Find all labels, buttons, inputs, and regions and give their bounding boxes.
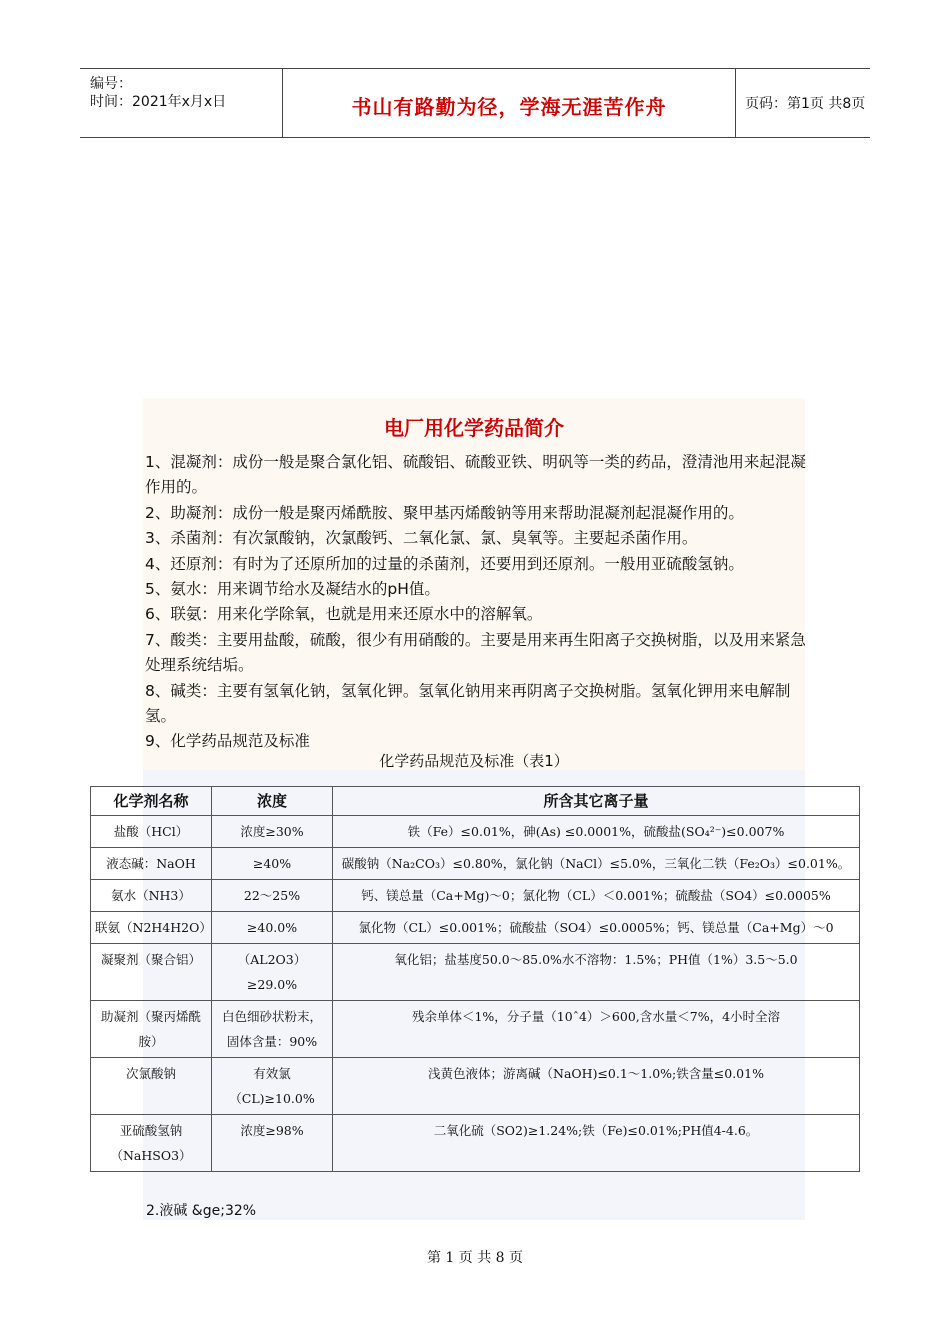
spec-table bbox=[90, 786, 860, 1172]
table-header-row bbox=[91, 787, 860, 816]
page-header bbox=[80, 68, 870, 138]
table-cell: 液态碱：NaOH bbox=[91, 848, 212, 880]
table-cell: 碳酸钠（Na₂CO₃）≤0.80%，氯化钠（NaCl）≤5.0%，三氧化二铁（Fe₂O₃）≤0.01%。 bbox=[333, 848, 860, 880]
page-footer: 第 1 页 共 8 页 bbox=[426, 1250, 524, 1266]
table-cell: 22～25% bbox=[212, 880, 333, 912]
header-meta-cell bbox=[80, 69, 282, 137]
table-caption: 化学药品规范及标准（表1） bbox=[379, 752, 569, 770]
column-header: 所含其它离子量 bbox=[333, 787, 860, 816]
chemical-list bbox=[145, 450, 807, 755]
list-item: 2、助凝剂：成份一般是聚丙烯酰胺、聚甲基丙烯酸钠等用来帮助混凝剂起混凝作用的。 bbox=[145, 503, 744, 522]
table-cell: 助凝剂（聚丙烯酰胺） bbox=[91, 1001, 212, 1058]
column-header: 浓度 bbox=[212, 787, 333, 816]
list-item: 4、还原剂：有时为了还原所加的过量的杀菌剂，还要用到还原剂。一般用亚硫酸氢钠。 bbox=[145, 554, 744, 573]
list-item: 3、杀菌剂：有次氯酸钠，次氯酸钙、二氧化氯、氯、臭氧等。主要起杀菌作用。 bbox=[145, 529, 698, 548]
table-row bbox=[91, 816, 860, 848]
table-row bbox=[91, 848, 860, 880]
header-motto: 书山有路勤为径，学海无涯苦作舟 bbox=[351, 95, 667, 119]
table-cell: ≥40.0% bbox=[212, 912, 333, 944]
document-number-label: 编号： bbox=[90, 76, 132, 92]
list-item: 7、酸类：主要用盐酸，硫酸，很少有用硝酸的。主要是用来再生阳离子交换树脂，以及用来紧急处理系统结垢。 bbox=[145, 630, 806, 675]
table-cell: 残余单体＜1%，分子量（10ˆ4）＞600,含水量＜7%，4小时全溶 bbox=[333, 1001, 860, 1058]
header-page-info: 页码：第1页 共8页 bbox=[745, 96, 866, 112]
table-cell: 浓度≥98% bbox=[212, 1115, 333, 1172]
table-cell: 有效氯（CL)≥10.0% bbox=[212, 1058, 333, 1115]
table-row bbox=[91, 944, 860, 1001]
table-cell: 氧化铝；盐基度50.0～85.0%水不溶物：1.5%；PH值（1%）3.5～5.0 bbox=[333, 944, 860, 1001]
list-item: 1、混凝剂：成份一般是聚合氯化铝、硫酸铝、硫酸亚铁、明矾等一类的药品，澄清池用来起混凝作用的。 bbox=[145, 453, 806, 497]
table-cell: 盐酸（HCl） bbox=[91, 816, 212, 848]
table-cell: （AL2O3）≥29.0% bbox=[212, 944, 333, 1001]
table-cell: 氨水（NH3） bbox=[91, 880, 212, 912]
table-cell: 二氧化硫（SO2)≥1.24%;铁（Fe)≤0.01%;PH值4-4.6。 bbox=[333, 1115, 860, 1172]
table-row bbox=[91, 1001, 860, 1058]
list-item: 9、化学药品规范及标准 bbox=[145, 732, 310, 751]
table-cell: 铁（Fe）≤0.01%，砷(As) ≤0.0001%，硫酸盐(SO₄²⁻)≤0.007% bbox=[333, 816, 860, 848]
document-time-label: 时间：2021年x月x日 bbox=[90, 94, 227, 110]
list-item: 5、氨水：用来调节给水及凝结水的pH值。 bbox=[145, 580, 440, 599]
table-cell: 钙、镁总量（Ca+Mg)～0；氯化物（CL）＜0.001%；硫酸盐（SO4）≤0.0005% bbox=[333, 880, 860, 912]
header-page-cell bbox=[735, 69, 870, 137]
table-cell: 浓度≥30% bbox=[212, 816, 333, 848]
list-item: 8、碱类：主要有氢氧化钠，氢氧化钾。氢氧化钠用来再阴离子交换树脂。氢氧化钾用来电解制氢。 bbox=[145, 681, 791, 726]
table-cell: 联氨（N2H4H2O） bbox=[91, 912, 212, 944]
column-header: 化学剂名称 bbox=[91, 787, 212, 816]
document-title: 电厂用化学药品简介 bbox=[384, 416, 564, 440]
table-cell: 次氯酸钠 bbox=[91, 1058, 212, 1115]
table-cell: 亚硫酸氢钠（NaHSO3） bbox=[91, 1115, 212, 1172]
list-item: 6、联氨：用来化学除氧，也就是用来还原水中的溶解氧。 bbox=[145, 605, 543, 624]
table-cell: 凝聚剂（聚合铝） bbox=[91, 944, 212, 1001]
table-cell: 浅黄色液体；游离碱（NaOH)≤0.1～1.0%;铁含量≤0.01% bbox=[333, 1058, 860, 1115]
header-motto-cell bbox=[282, 69, 736, 137]
table-cell: ≥40% bbox=[212, 848, 333, 880]
trailing-note: 2.液碱 &ge;32% bbox=[146, 1203, 257, 1219]
table-row bbox=[91, 1115, 860, 1172]
table-row bbox=[91, 912, 860, 944]
table-cell: 氯化物（CL）≤0.001%；硫酸盐（SO4）≤0.0005%；钙、镁总量（Ca+Mg）～0 bbox=[333, 912, 860, 944]
table-row bbox=[91, 880, 860, 912]
table-row bbox=[91, 1058, 860, 1115]
table-cell: 白色细砂状粉末，固体含量：90% bbox=[212, 1001, 333, 1058]
